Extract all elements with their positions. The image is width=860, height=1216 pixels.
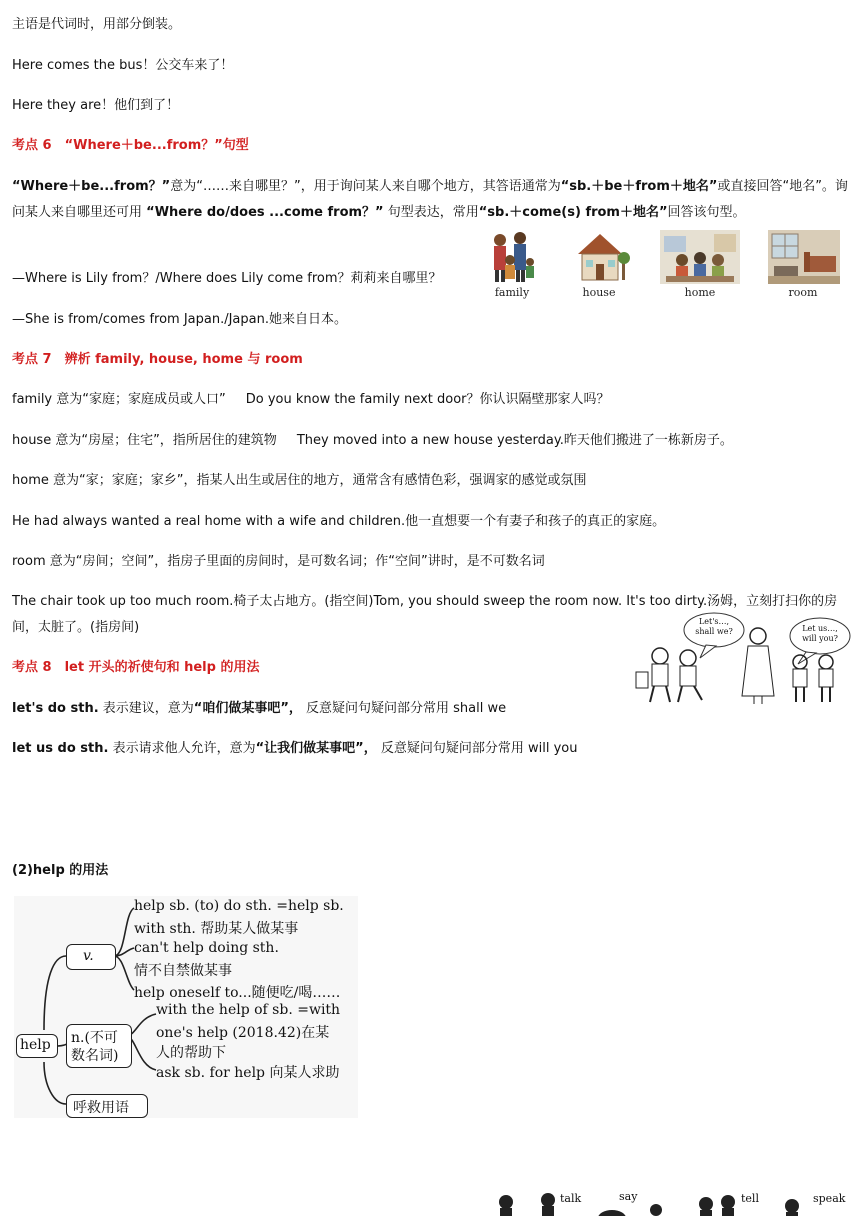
node-verb xyxy=(66,944,116,970)
family-illustration xyxy=(486,230,538,286)
definition: house 意为“房屋；住宅”，指所居住的建筑物 xyxy=(12,433,277,448)
example-answer: —She is from/comes from Japan./Japan.她来自日本。 xyxy=(12,312,347,327)
keyword: “sb.＋come(s) from＋地名” xyxy=(478,205,668,220)
label-say: say xyxy=(619,1190,638,1203)
example-sentence: Here comes the bus！公交车来了！ xyxy=(12,58,234,73)
example-home: He had always wanted a real home with a wife and children.他一直想要一个有妻子和孩子的真正的家庭。 xyxy=(12,514,666,529)
text-line: 主语是代词时，用部分倒装。 xyxy=(12,17,182,32)
text: 表示请求他人允许，意为 xyxy=(112,741,256,756)
verb-usage-3: help oneself to...随便吃/喝…… xyxy=(134,985,341,1001)
root-node-help xyxy=(16,1034,58,1058)
example-room: The chair took up too much room.椅子太占地方。(指空间)Tom, you should sweep the room now. It's too dirty.汤姆，立刻打扫你的房间，太脏了。(指房间) xyxy=(12,594,838,635)
keyword: let us do sth. xyxy=(12,741,109,756)
speaking-verbs-cartoon xyxy=(496,1188,846,1216)
label-tell: tell xyxy=(741,1192,759,1205)
definition-room: room 意为“房间；空间”，指房子里面的房间时，是可数名词；作“空间”讲时，是不可数名词 xyxy=(12,554,545,569)
keyword: “Where do/does ...come from？” xyxy=(146,205,384,220)
verb-usage-2b: 情不自禁做某事 xyxy=(134,963,232,979)
keyword: “sb.＋be＋from＋地名” xyxy=(560,179,718,194)
noun-label-b: 数名词) xyxy=(71,1048,119,1064)
definition-house xyxy=(12,432,733,450)
help-usage-title: (2)help 的用法 xyxy=(12,863,109,878)
verb-label: v. xyxy=(83,948,94,964)
example: They moved into a new house yesterday.昨天他们搬进了一栋新房子。 xyxy=(296,433,733,448)
definition-home: home 意为“家；家庭；家乡”，指某人出生或居住的地方，通常含有感情色彩，强调家的感觉或氛围 xyxy=(12,473,587,488)
example-sentence: Here they are！他们到了！ xyxy=(12,98,180,113)
verb-usage-1a: help sb. (to) do sth. =help sb. xyxy=(134,898,344,914)
definition: family 意为“家庭；家庭成员或人口” xyxy=(12,392,226,407)
noun-usage-1a: with the help of sb. =with xyxy=(156,1002,341,1018)
noun-usage-1b: one's help (2018.42)在某 xyxy=(156,1025,330,1041)
lets-usage xyxy=(12,700,506,718)
keyword: let's do sth. xyxy=(12,701,99,716)
section-heading-6: 考点 6 “Where＋be...from？”句型 xyxy=(12,138,249,153)
text: 句型表达，常用 xyxy=(387,205,479,220)
caption-family: family xyxy=(494,286,530,299)
speech-bubble-shall: Let's…, shall we? xyxy=(695,617,733,636)
paragraph-where-be-from xyxy=(12,174,850,226)
text: 或直接回答“地名”。询问某人来自哪里还可用 xyxy=(12,179,848,220)
node-noun xyxy=(66,1024,132,1068)
label-speak: speak xyxy=(813,1192,846,1205)
speech-bubble-will: Let us…, will you? xyxy=(802,624,838,643)
node-cry-for-help xyxy=(66,1094,148,1118)
keyword: “Where＋be...from？” xyxy=(12,179,171,194)
text: 反意疑问句疑问部分常用 will you xyxy=(380,741,578,756)
definition-family xyxy=(12,391,610,409)
room-illustration xyxy=(768,230,840,284)
home-illustration xyxy=(660,230,740,284)
keyword: “让我们做某事吧”， xyxy=(255,741,377,756)
section-heading-8: 考点 8 let 开头的祈使句和 help 的用法 xyxy=(12,660,260,675)
text: 反意疑问句疑问部分常用 shall we xyxy=(306,701,507,716)
example: Do you know the family next door？你认识隔壁那家人吗？ xyxy=(245,392,610,407)
verb-usage-1b: with sth. 帮助某人做某事 xyxy=(134,921,299,937)
example-question: —Where is Lily from？/Where does Lily come from？莉莉来自哪里？ xyxy=(12,271,442,286)
caption-home: home xyxy=(684,286,716,299)
text: 回答该句型。 xyxy=(667,205,746,220)
noun-usage-1c: 人的帮助下 xyxy=(156,1045,226,1061)
help-mind-map xyxy=(14,896,358,1118)
caption-house: house xyxy=(582,286,616,299)
noun-usage-2: ask sb. for help 向某人求助 xyxy=(156,1065,340,1081)
cry-label: 呼救用语 xyxy=(73,1100,129,1116)
label-talk: talk xyxy=(560,1192,582,1205)
section-heading-7: 考点 7 辨析 family, house, home 与 room xyxy=(12,352,303,367)
verb-usage-2a: can't help doing sth. xyxy=(134,940,279,956)
text: 表示建议，意为 xyxy=(102,701,194,716)
letus-usage xyxy=(12,740,577,758)
caption-room: room xyxy=(788,286,818,299)
house-illustration xyxy=(574,230,632,286)
text: 意为“……来自哪里？”，用于询问某人来自哪个地方，其答语通常为 xyxy=(170,179,561,194)
noun-label-a: n.(不可 xyxy=(71,1030,118,1046)
root-label: help xyxy=(20,1037,51,1053)
keyword: “咱们做某事吧”， xyxy=(193,701,302,716)
